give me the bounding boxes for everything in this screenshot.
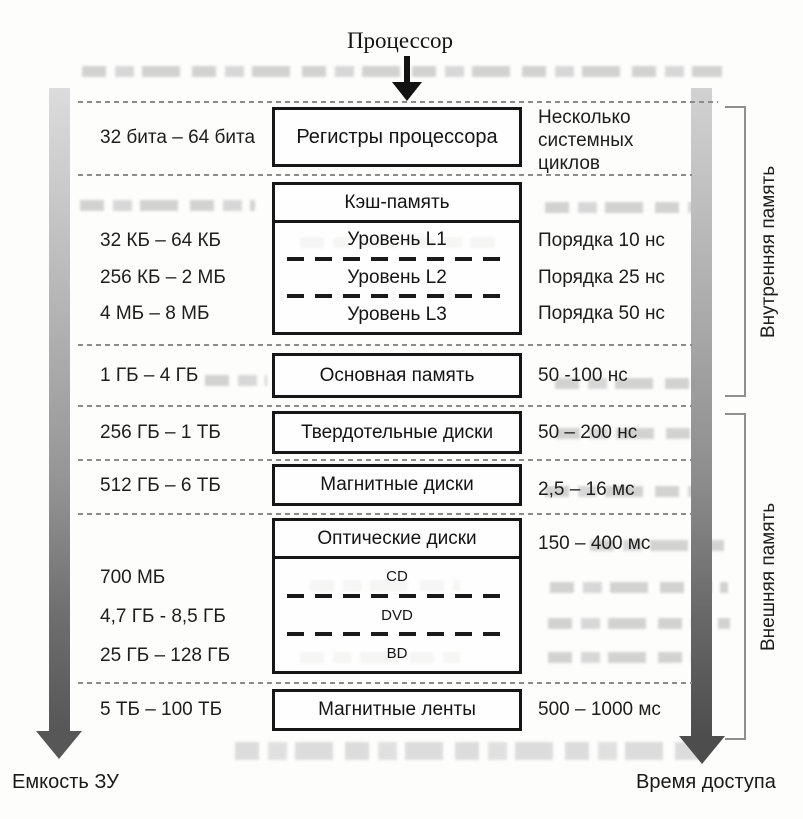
bleed-through-text	[545, 202, 710, 213]
box-tapes	[272, 689, 522, 731]
optical-title: Оптические диски	[317, 527, 477, 549]
internal-memory-bracket-tick	[725, 106, 746, 108]
capacity-hdd: 512 ГБ – 6 ТБ	[100, 475, 221, 496]
cache-level-l2	[275, 261, 519, 295]
internal-memory-label: Внутренняя память	[758, 165, 779, 338]
capacity-axis-arrow-icon	[49, 88, 70, 733]
time-axis-arrow-icon	[691, 88, 712, 738]
box-registers	[272, 107, 522, 167]
box-registers-label: Регистры процессора	[296, 125, 498, 148]
dashed-separator	[78, 101, 718, 103]
internal-memory-bracket	[744, 106, 746, 397]
capacity-bd: 25 ГБ – 128 ГБ	[100, 645, 231, 666]
optical-cd	[275, 559, 519, 594]
capacity-ssd: 256 ГБ – 1 ТБ	[100, 422, 221, 443]
capacity-axis-arrowhead-icon	[36, 731, 82, 759]
time-axis-arrowhead-icon	[679, 736, 725, 764]
time-ssd: 50 – 200 нс	[538, 422, 638, 443]
dashed-separator	[78, 513, 692, 515]
capacity-axis-label: Емкость ЗУ	[12, 771, 119, 793]
time-l2: Порядка 25 нс	[538, 267, 665, 288]
time-hdd: 2,5 – 16 мс	[538, 479, 635, 500]
external-memory-bracket-tick	[725, 738, 746, 740]
time-optical: 150 – 400 мс	[538, 533, 651, 554]
optical-header	[275, 521, 519, 559]
time-axis-label: Время доступа	[636, 771, 776, 793]
processor-down-arrow-icon	[404, 56, 410, 84]
box-main-memory	[272, 353, 522, 398]
external-memory-bracket-tick	[725, 413, 746, 415]
box-hdd-label: Магнитные диски	[320, 474, 474, 495]
bleed-through-text	[82, 66, 722, 77]
capacity-cd: 700 МБ	[100, 567, 166, 588]
dashed-separator	[78, 682, 692, 684]
bleed-through-text	[205, 375, 267, 386]
cache-level-l1	[275, 223, 519, 257]
time-tapes: 500 – 1000 мс	[538, 699, 661, 720]
bleed-through-text	[235, 742, 705, 760]
dashed-separator	[78, 405, 692, 407]
capacity-registers: 32 бита – 64 бита	[100, 127, 256, 148]
capacity-main-memory: 1 ГБ – 4 ГБ	[100, 365, 199, 386]
cache-title: Кэш-память	[344, 191, 450, 213]
capacity-tapes: 5 ТБ – 100 ТБ	[100, 699, 223, 720]
dashed-separator	[78, 459, 692, 461]
time-main-memory: 50 -100 нс	[538, 365, 628, 386]
box-ssd-label: Твердотельные диски	[300, 421, 494, 443]
cache-l2-label: Уровень L2	[347, 266, 447, 288]
internal-memory-bracket-tick	[725, 395, 746, 397]
cd-label: CD	[386, 567, 408, 585]
time-l3: Порядка 50 нс	[538, 303, 665, 324]
cache-l3-label: Уровень L3	[347, 304, 447, 326]
processor-label: Процессор	[346, 28, 454, 53]
capacity-l3: 4 МБ – 8 МБ	[100, 303, 210, 324]
box-ssd	[272, 411, 522, 454]
capacity-l1: 32 КБ – 64 КБ	[100, 230, 222, 251]
cache-l1-label: Уровень L1	[347, 228, 447, 250]
cache-level-l3	[275, 298, 519, 332]
box-tapes-label: Магнитные ленты	[318, 699, 476, 720]
box-cache	[272, 182, 522, 335]
box-main-memory-label: Основная память	[319, 364, 475, 386]
box-hdd	[272, 464, 522, 506]
capacity-dvd: 4,7 ГБ - 8,5 ГБ	[100, 606, 226, 627]
processor-down-arrow-head-icon	[392, 82, 422, 101]
capacity-l2: 256 КБ – 2 МБ	[100, 267, 226, 288]
dashed-separator	[78, 344, 692, 346]
bleed-through-text	[80, 200, 255, 211]
external-memory-bracket	[744, 413, 746, 740]
box-optical	[272, 518, 522, 674]
time-registers: Несколько системных циклов	[538, 107, 634, 174]
cache-header	[275, 185, 519, 223]
time-l1: Порядка 10 нс	[538, 230, 665, 251]
optical-bd	[275, 636, 519, 671]
optical-dvd	[275, 598, 519, 633]
external-memory-label: Внешняя память	[758, 502, 779, 651]
dvd-label: DVD	[381, 606, 413, 624]
bd-label: BD	[386, 645, 408, 663]
